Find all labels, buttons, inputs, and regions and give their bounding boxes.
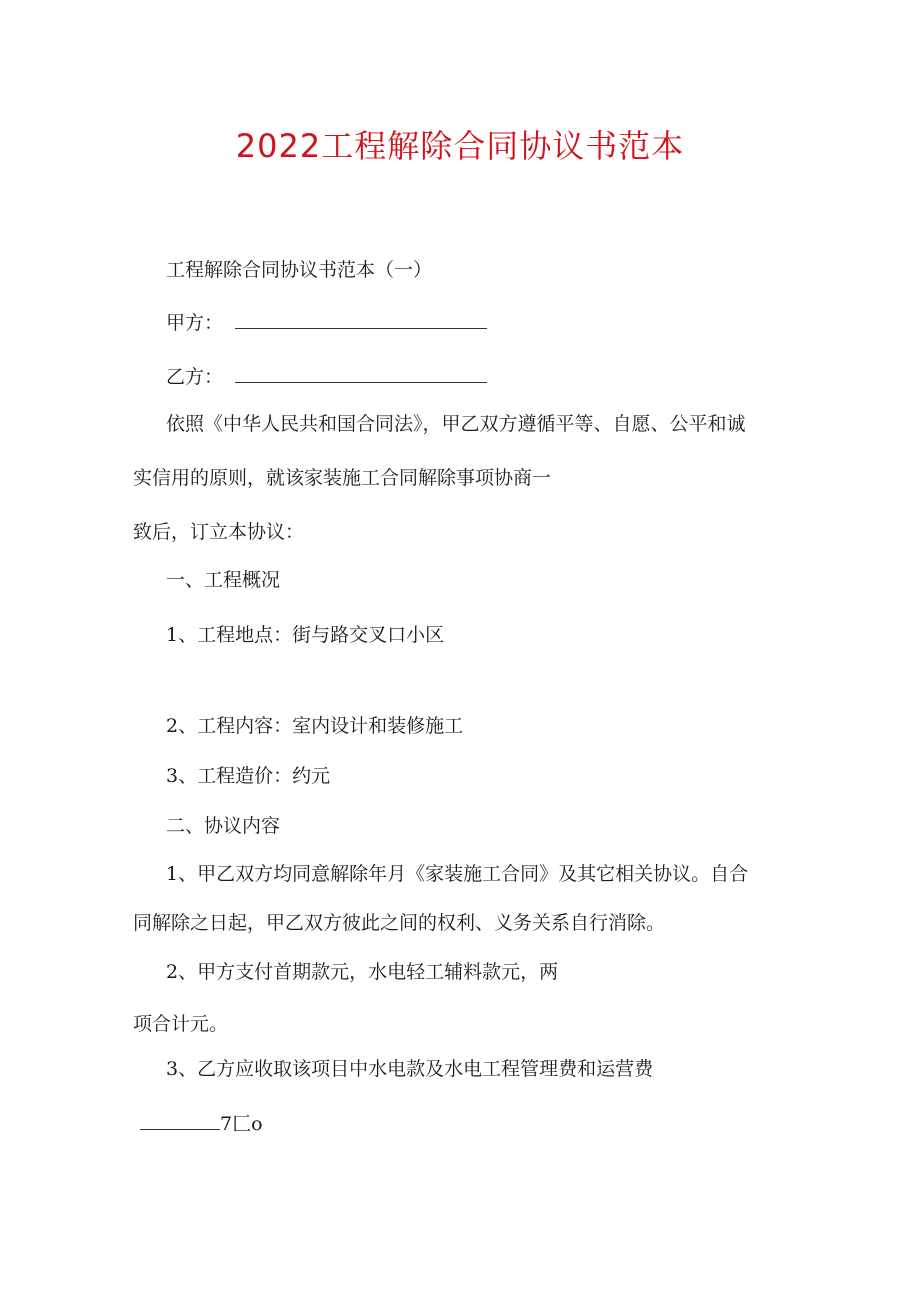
clause-2-line-1: 2、甲方支付首期款元，水电轻工辅料款元，两: [166, 961, 559, 983]
party-a-blank: [235, 310, 487, 329]
fee-blank: [140, 1111, 220, 1130]
item-project-content: 2、工程内容：室内设计和装修施工: [166, 715, 464, 737]
clause-1-line-2: 同解除之日起，甲乙双方彼此之间的权利、义务关系自行消除。: [133, 912, 666, 934]
document-title: 2022工程解除合同协议书范本: [235, 127, 685, 165]
clause-2-line-2: 项合计元。: [133, 1013, 229, 1035]
subtitle: 工程解除合同协议书范本（一）: [166, 259, 433, 281]
clause-3-line-1: 3、乙方应收取该项目中水电款及水电工程管理费和运营费: [166, 1058, 654, 1080]
intro-line-3: 致后，订立本协议：: [133, 521, 305, 543]
clause-1-line-1: 1、甲乙双方均同意解除年月《家装施工合同》及其它相关协议。自合: [166, 863, 749, 885]
intro-line-1: 依照《中华人民共和国合同法》，甲乙双方遵循平等、自愿、公平和诚: [166, 413, 746, 435]
clause-3-tail: 7匚o: [220, 1113, 263, 1135]
section-heading-1: 一、工程概况: [166, 569, 281, 591]
party-b-label: 乙方：: [166, 366, 224, 388]
section-heading-2: 二、协议内容: [166, 815, 281, 837]
party-a-label: 甲方：: [166, 312, 224, 334]
party-b-line: [166, 364, 487, 390]
clause-3-line-2: [140, 1111, 263, 1137]
party-a-line: [166, 310, 487, 336]
item-project-location: 1、工程地点：街与路交叉口小区: [166, 624, 445, 646]
intro-line-2: 实信用的原则，就该家装施工合同解除事项协商一: [133, 467, 552, 489]
party-b-blank: [235, 364, 487, 383]
item-project-cost: 3、工程造价：约元: [166, 765, 331, 787]
